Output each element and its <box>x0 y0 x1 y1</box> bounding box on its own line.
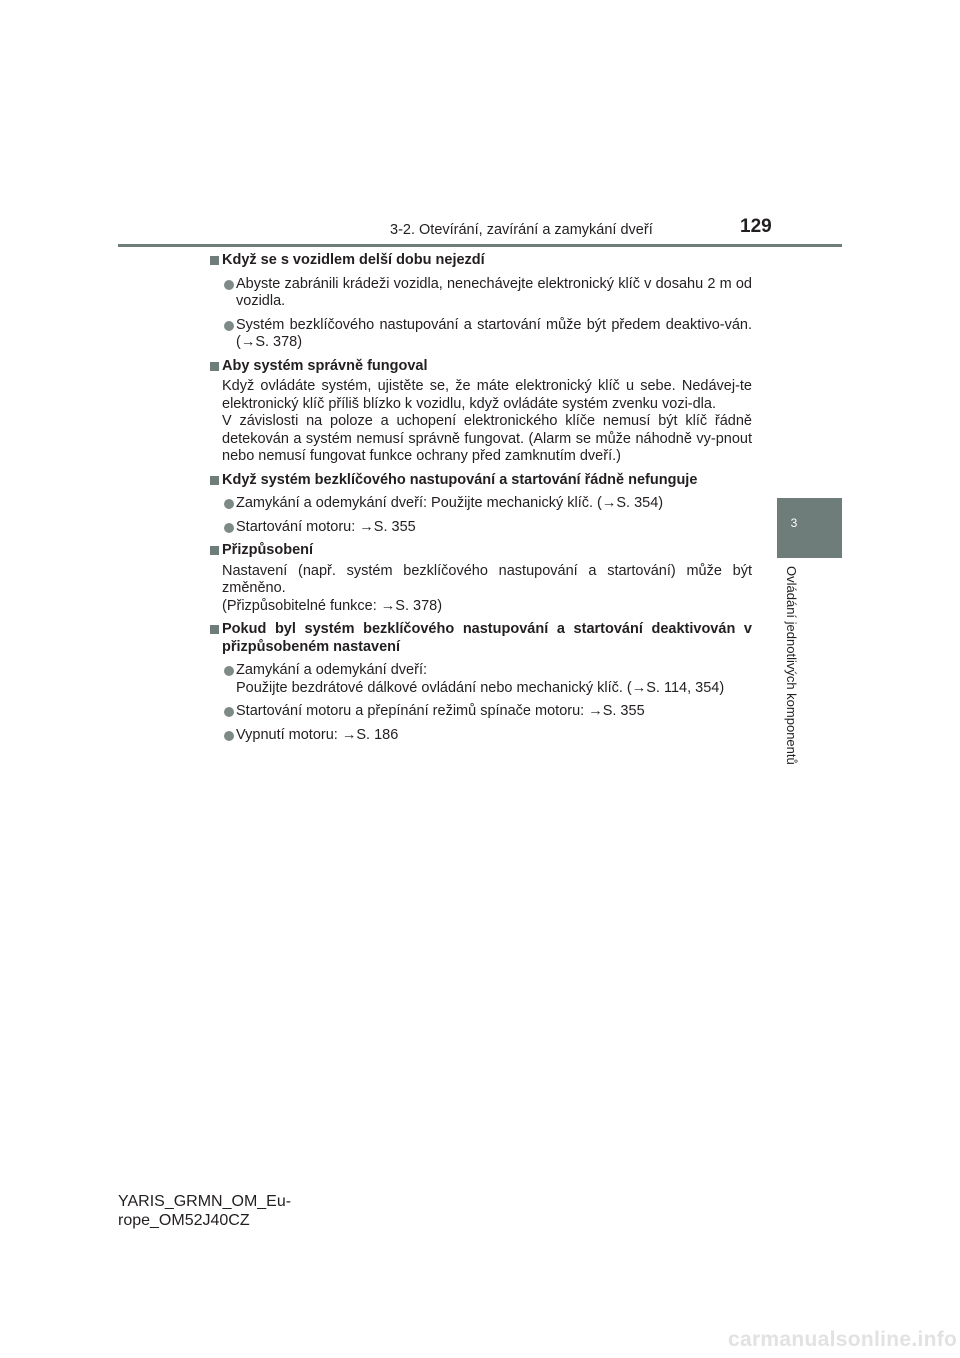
round-bullet-icon <box>224 666 234 676</box>
section-heading: Přizpůsobení <box>210 542 752 560</box>
header-rule <box>118 244 842 247</box>
list-item: Systém bezklíčového nastupování a startování může být předem deaktivo-ván. (→S. 378) <box>210 317 752 352</box>
page-header <box>0 0 960 250</box>
round-bullet-icon <box>224 280 234 290</box>
round-bullet-icon <box>224 731 234 741</box>
paragraph: Nastavení (např. systém bezklíčového nastupování a startování) může být změněno. <box>222 562 752 596</box>
list-item: Startování motoru: →S. 355 <box>210 519 752 537</box>
square-bullet-icon <box>210 256 219 265</box>
page-content <box>210 252 752 744</box>
square-bullet-icon <box>210 546 219 555</box>
section-heading: Když se s vozidlem delší dobu nejezdí <box>210 252 752 270</box>
paragraph: V závislosti na poloze a uchopení elektronického klíče nemusí být klíč řádně detekován a systém nemusí správně fungovat. (Alarm se může náhodně vy-pnout nebo nemusí fungovat funkce ochrany před zamknutím dveří.) <box>222 413 752 464</box>
list-item: Vypnutí motoru: →S. 186 <box>210 727 752 745</box>
list-item-continuation: Použijte bezdrátové dálkové ovládání nebo mechanický klíč. (→S. 114, 354) <box>236 679 725 696</box>
chapter-number: 3 <box>790 516 798 530</box>
page-number: 129 <box>740 216 772 237</box>
round-bullet-icon <box>224 707 234 717</box>
paragraph: Když ovládáte systém, ujistěte se, že máte elektronický klíč u sebe. Nedávej-te elektronický klíč příliš blízko k vozidlu, když ovládáte systém zvenku vozi-dla. <box>222 378 752 412</box>
square-bullet-icon <box>210 362 219 371</box>
chapter-caption <box>784 566 809 794</box>
section-heading: Když systém bezklíčového nastupování a startování řádně nefunguje <box>210 472 752 490</box>
square-bullet-icon <box>210 476 219 485</box>
paragraph: (Přizpůsobitelné funkce: →S. 378) <box>222 597 443 614</box>
list-item: Abyste zabránili krádeži vozidla, nenechávejte elektronický klíč v dosahu 2 m od vozidla. <box>210 276 752 311</box>
chapter-tab[interactable] <box>777 498 842 558</box>
section-title: 3-2. Otevírání, zavírání a zamykání dveří <box>390 222 653 238</box>
chapter-title: Ovládání jednotlivých komponentů <box>784 566 799 765</box>
round-bullet-icon <box>224 523 234 533</box>
list-item: Zamykání a odemykání dveří: Použijte bezdrátové dálkové ovládání nebo mechanický klíč. (→S. 114, 354) <box>210 662 752 697</box>
round-bullet-icon <box>224 321 234 331</box>
section-heading: Pokud byl systém bezklíčového nastupování a startování deaktivován v přizpůsobeném nastavení <box>210 621 752 656</box>
document-code: YARIS_GRMN_OM_Eu- rope_OM52J40CZ <box>118 1193 292 1229</box>
list-item: Startování motoru a přepínání režimů spínače motoru: →S. 355 <box>210 703 752 721</box>
list-item: Zamykání a odemykání dveří: Použijte mechanický klíč. (→S. 354) <box>210 495 752 513</box>
watermark: carmanualsonline.info <box>728 1328 958 1351</box>
round-bullet-icon <box>224 499 234 509</box>
square-bullet-icon <box>210 625 219 634</box>
section-heading: Aby systém správně fungoval <box>210 358 752 376</box>
